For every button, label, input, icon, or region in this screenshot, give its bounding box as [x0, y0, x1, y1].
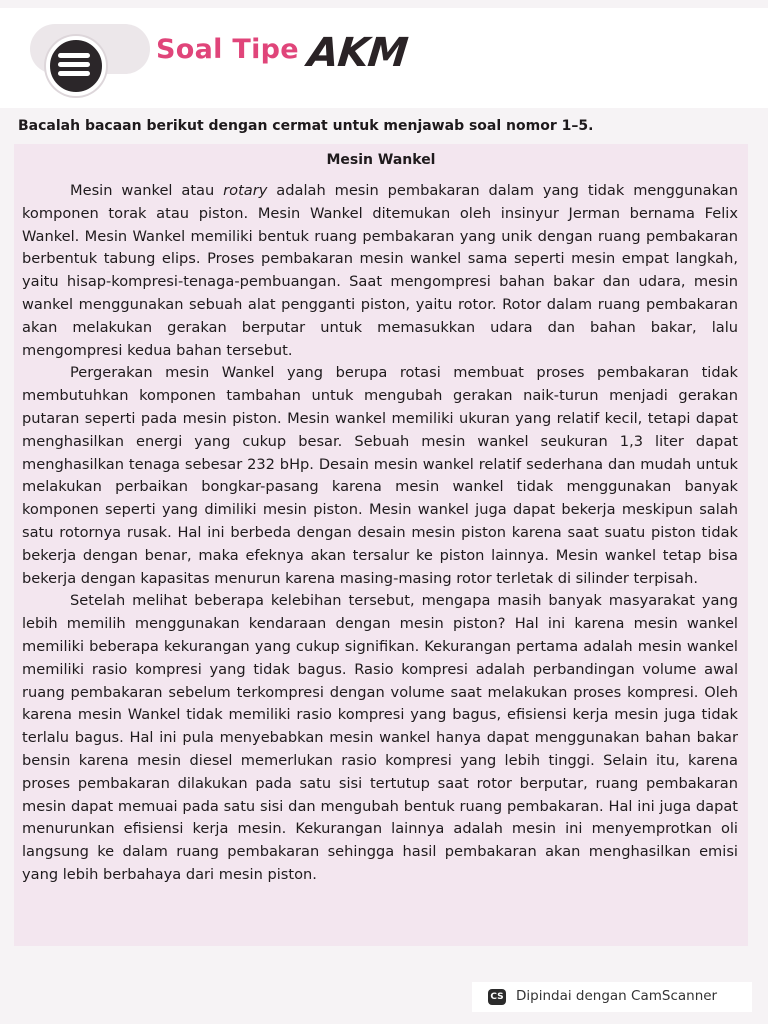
reading-passage: [14, 144, 748, 946]
list-lines-icon: [55, 46, 97, 84]
paragraph-1: [22, 180, 738, 362]
camscanner-logo-icon: CS: [488, 989, 506, 1005]
watermark-text: Dipindai dengan CamScanner: [516, 988, 718, 1004]
section-title: Soal Tipe: [156, 34, 299, 65]
paragraph-3: Setelah melihat beberapa kelebihan tersebut, mengapa masih banyak masyarakat yang lebih memilih menggunakan kendaraan dengan mesin piston? Hal ini karena mesin wankel memiliki beberapa kekurangan yang cukup signifikan. Kekurangan pertama adalah mesin wankel memiliki rasio kompresi yang tidak bagus. Rasio kompresi adalah perbandingan volume awal ruang pembakaran sebelum terkompresi dengan volume saat melakukan proses kompresi. Oleh karena mesin Wankel tidak memiliki rasio kompresi yang bagus, efisiensi kerja mesin juga tidak terlalu bagus. Hal ini pula menyebabkan mesin wankel hanya dapat menggunakan bahan bakar bensin karena mesin diesel memerlukan rasio kompresi yang lebih tinggi. Selain itu, karena proses pembakaran dilakukan pada satu sisi tertutup saat rotor berputar, ruang pembakaran mesin dapat memuai pada satu sisi dan mengubah bentuk ruang pembakaran. Hal ini juga dapat menurunkan efisiensi kerja mesin. Kekurangan lainnya adalah mesin ini menyemprotkan oli langsung ke dalam ruang pembakaran sehingga hasil pembakaran akan menghasilkan emisi yang lebih berbahaya dari mesin piston.: [22, 592, 738, 883]
section-title-akm: AKM: [305, 30, 410, 76]
passage-body: [22, 180, 738, 887]
camscanner-watermark: [472, 982, 752, 1012]
paragraph-1-rest: adalah mesin pembakaran dalam yang tidak menggunakan komponen torak atau piston. Mesin Wankel ditemukan oleh insinyur Jerman bernama Felix Wankel. Mesin Wankel memiliki bentuk ruang pembakaran yang unik dengan ruang pembakaran berbentuk tabung elips. Proses pembakaran mesin wankel sama seperti mesin empat langkah, yaitu hisap-kompresi-tenaga-pembuangan. Saat mengompresi bahan bakar dan udara, mesin wankel menggunakan sebuah alat pengganti piston, yaitu rotor. Rotor dalam ruang pembakaran akan melakukan gerakan berputar untuk memasukkan udara dan bahan bakar, lalu mengompresi kedua bahan tersebut.: [22, 182, 738, 359]
page-header: [0, 0, 768, 110]
paragraph-1-start: Mesin wankel atau: [70, 182, 224, 199]
instruction-text: Bacalah bacaan berikut dengan cermat untuk menjawab soal nomor 1–5.: [18, 118, 594, 134]
paragraph-2: Pergerakan mesin Wankel yang berupa rotasi membuat proses pembakaran tidak membutuhkan komponen tambahan untuk mengubah gerakan naik-turun menjadi gerakan putaran seperti pada mesin piston. Mesin wankel memiliki ukuran yang relatif kecil, tetapi dapat menghasilkan energi yang cukup besar. Sebuah mesin wankel seukuran 1,3 liter dapat menghasilkan tenaga sebesar 232 bHp. Desain mesin wankel relatif sederhana dan mudah untuk melakukan perbaikan bongkar-pasang karena mesin wankel tidak menggunakan banyak komponen seperti yang dimiliki mesin piston. Mesin wankel juga dapat bekerja meskipun salah satu rotornya rusak. Hal ini berbeda dengan desain mesin piston karena saat suatu piston tidak bekerja dengan benar, maka efeknya akan tersalur ke piston lainnya. Mesin wankel tetap bisa bekerja dengan kapasitas menurun karena masing-masing rotor terletak di silinder terpisah.: [22, 364, 738, 587]
passage-title: Mesin Wankel: [326, 152, 436, 168]
rotary-term: rotary: [223, 182, 268, 199]
